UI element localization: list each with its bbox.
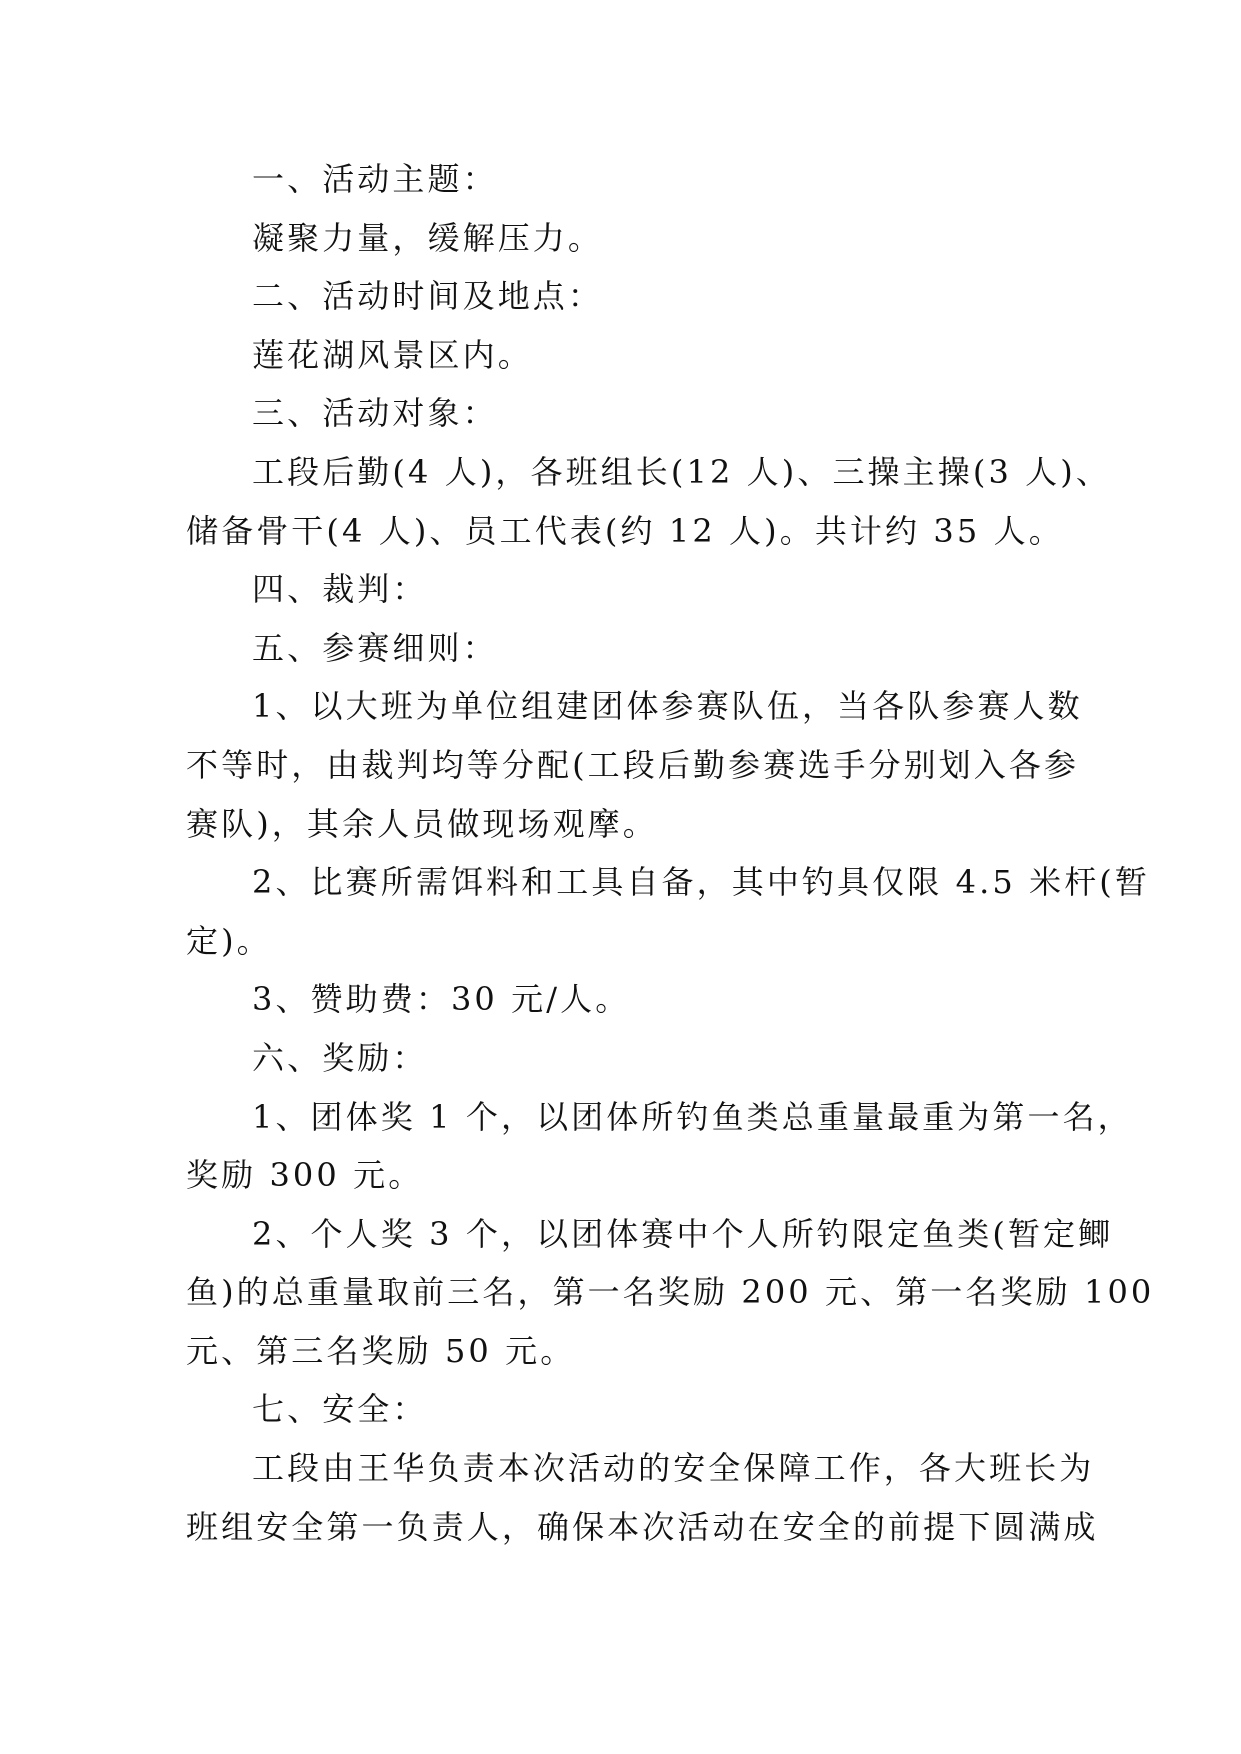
text-line: 四、裁判：	[252, 570, 428, 609]
text-line: 奖励 300 元。	[186, 1156, 424, 1195]
text-line: 3、赞助费：30 元/人。	[252, 980, 631, 1019]
text-line: 七、安全：	[252, 1390, 428, 1429]
text-line: 1、团体奖 1 个，以团体所钓鱼类总重量最重为第一名，	[252, 1097, 1133, 1136]
text-line: 工段后勤(4 人)，各班组长(12 人)、三操主操(3 人)、	[252, 452, 1111, 491]
text-line: 莲花湖风景区内。	[252, 335, 533, 374]
text-line: 三、活动对象：	[252, 394, 498, 433]
text-line: 五、参赛细则：	[252, 628, 498, 667]
text-line: 二、活动时间及地点：	[252, 277, 604, 316]
text-line: 不等时，由裁判均等分配(工段后勤参赛选手分别划入各参	[186, 745, 1080, 784]
text-line: 赛队)，其余人员做现场观摩。	[186, 804, 658, 843]
text-line: 1、以大班为单位组建团体参赛队伍，当各队参赛人数	[252, 687, 1083, 726]
text-line: 2、个人奖 3 个，以团体赛中个人所钓限定鱼类(暂定鲫	[252, 1214, 1114, 1253]
text-line: 定)。	[186, 921, 272, 960]
text-line: 六、奖励：	[252, 1038, 428, 1077]
document-body	[186, 150, 1155, 1556]
text-line: 2、比赛所需饵料和工具自备，其中钓具仅限 4.5 米杆(暂	[252, 863, 1150, 902]
text-line: 凝聚力量，缓解压力。	[252, 218, 604, 257]
text-line: 储备骨干(4 人)、员工代表(约 12 人)。共计约 35 人。	[186, 511, 1064, 550]
text-line: 工段由王华负责本次活动的安全保障工作，各大班长为	[252, 1449, 1095, 1488]
text-line: 元、第三名奖励 50 元。	[186, 1331, 576, 1370]
text-line: 班组安全第一负责人，确保本次活动在安全的前提下圆满成	[186, 1507, 1099, 1546]
text-line: 一、活动主题：	[252, 160, 498, 198]
text-line: 鱼)的总重量取前三名，第一名奖励 200 元、第一名奖励 100	[186, 1273, 1155, 1312]
